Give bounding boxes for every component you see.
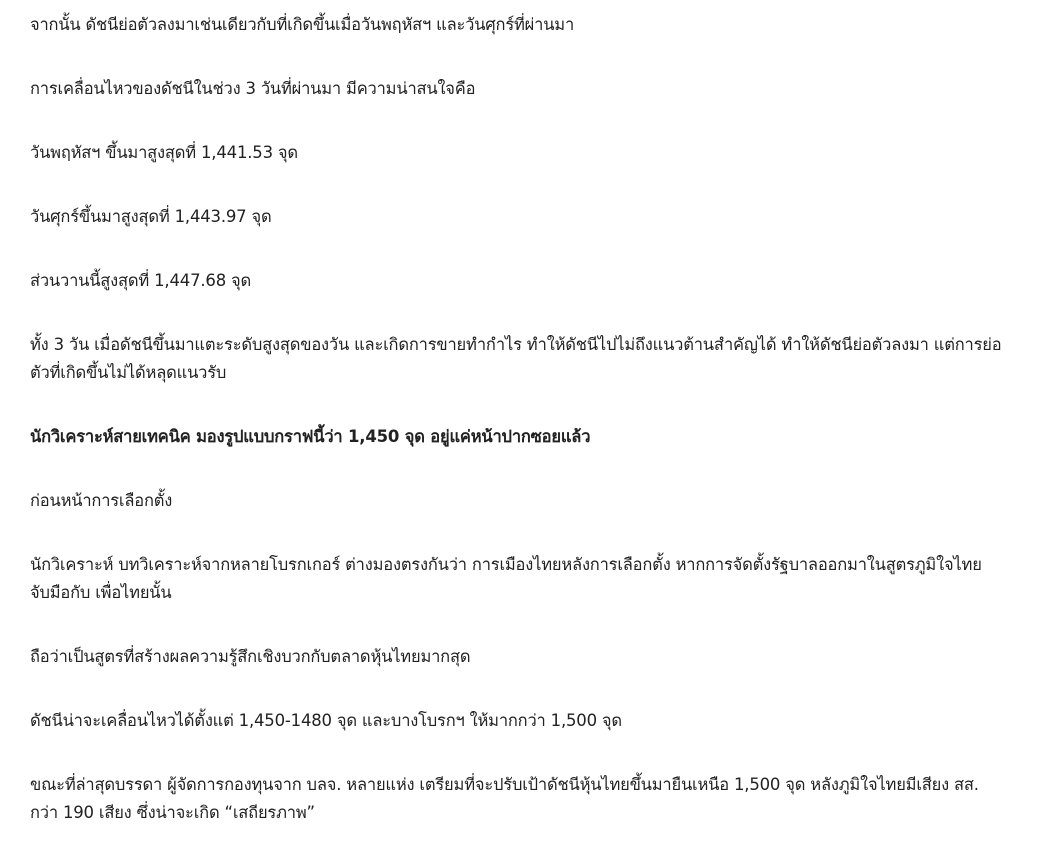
paragraph-positive-sentiment: ถือว่าเป็นสูตรที่สร้างผลความรู้สึกเชิงบวกกับตลาดหุ้นไทยมากสุด [30,647,471,666]
paragraph-friday-high: วันศุกร์ขึ้นมาสูงสุดที่ 1,443.97 จุด [30,207,272,226]
paragraph-thursday-high: วันพฤหัสฯ ขึ้นมาสูงสุดที่ 1,441.53 จุด [30,143,298,162]
paragraph-index-range: ดัชนีน่าจะเคลื่อนไหวได้ตั้งแต่ 1,450-1480 จุด และบางโบรกฯ ให้มากกว่า 1,500 จุด [30,711,622,730]
paragraph-three-days: ทั้ง 3 วัน เมื่อดัชนีขึ้นมาแตะระดับสูงสุดของวัน และเกิดการขายทำกำไร ทำให้ดัชนีไปไม่ถึงแนวต้านสำคัญได้ ทำให้ดัชนีย่อตัวลงมา แต่การย่อตัวที่เกิดขึ้นไม่ได้หลุดแนวรับ [30,335,1002,382]
paragraph-movement: การเคลื่อนไหวของดัชนีในช่วง 3 วันที่ผ่านมา มีความน่าสนใจคือ [30,79,476,98]
paragraph-intro: จากนั้น ดัชนีย่อตัวลงมาเช่นเดียวกับที่เกิดขึ้นเมื่อวันพฤหัสฯ และวันศุกร์ที่ผ่านมา [30,15,575,34]
paragraph-technical-highlight: นักวิเคราะห์สายเทคนิค มองรูปแบบกราฟนี้ว่า 1,450 จุด อยู่แค่หน้าปากซอยแล้ว [30,427,591,446]
paragraph-yesterday-high: ส่วนวานนี้สูงสุดที่ 1,447.68 จุด [30,271,252,290]
paragraph-analysts-view: นักวิเคราะห์ บทวิเคราะห์จากหลายโบรกเกอร์ ต่างมองตรงกันว่า การเมืองไทยหลังการเลือกตั้ง หากการจัดตั้งรัฐบาลออกมาในสูตรภูมิใจไทย จับมือกับ เพื่อไทยนั้น [30,555,982,602]
paragraph-before-election: ก่อนหน้าการเลือกตั้ง [30,491,173,510]
paragraph-fund-managers: ขณะที่ล่าสุดบรรดา ผู้จัดการกองทุนจาก บลจ. หลายแห่ง เตรียมที่จะปรับเป้าดัชนีหุ้นไทยขึ้นมายืนเหนือ 1,500 จุด หลังภูมิใจไทยมีเสียง สส. กว่า 190 เสียง ซึ่งน่าจะเกิด “เสถียรภาพ” [30,775,979,822]
article-body [30,11,1005,863]
